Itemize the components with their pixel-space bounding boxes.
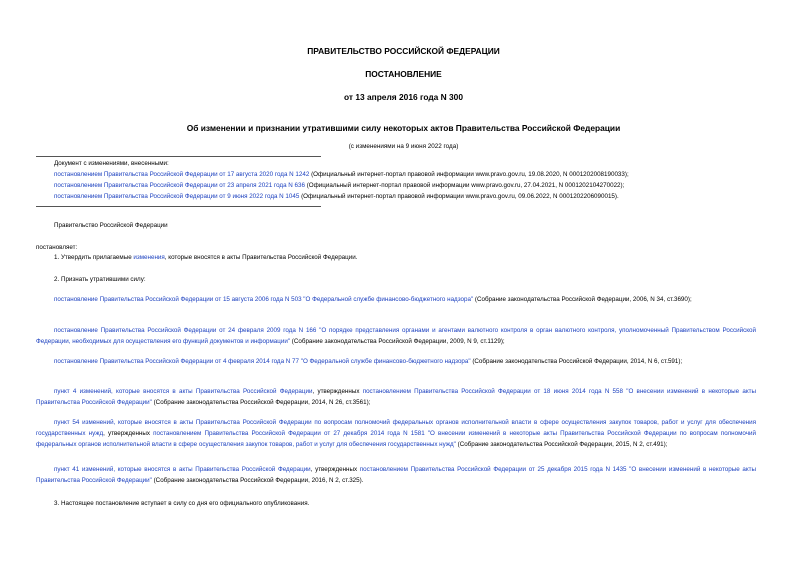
document-title: Об изменении и признании утратившими силу некоторых актов Правительства Российской Федерации	[186, 123, 621, 133]
amendment-item: постановлением Правительства Российской Федерации от 9 июня 2022 года N 1045 (Официальный интернет-портал правовой информации www.pravo.gov.ru, 09.06.2022, N 0001202206090015).	[54, 193, 619, 200]
paragraph-3: 3. Настоящее постановление вступает в силу со дня его официального опубликования.	[54, 500, 310, 507]
doc-type-heading: ПОСТАНОВЛЕНИЕ	[365, 69, 442, 79]
repealed-item: постановление Правительства Российской Федерации от 15 августа 2006 года N 503 "О Федеральной службе финансово-бюджетного надзора" (Собрание законодательства Российской Федерации, 2006, N 34, ст.3690);	[54, 296, 692, 303]
amendments-intro: Документ с изменениями, внесенными:	[54, 160, 169, 167]
act-link[interactable]: постановление Правительства Российской Федерации от 4 февраля 2014 года N 77 "О Федеральной службе финансово-бюджетного надзора"	[54, 358, 471, 365]
act-link[interactable]: постановление Правительства Российской Федерации от 24 февраля 2009 года N 166 "О порядке представления органами и агентами валютного контроля в орган валютного контроля, уполномоченный Правительством Российской Федерации, необходимых для осуществления его функций документов и информации"	[36, 327, 756, 345]
revision-note: (с изменениями на 9 июня 2022 года)	[348, 143, 459, 150]
bottom-divider	[36, 206, 321, 207]
top-divider	[36, 156, 321, 157]
amendment-item: постановлением Правительства Российской Федерации от 23 апреля 2021 года N 636 (Официальный интернет-портал правовой информации www.pravo.gov.ru, 27.04.2021, N 0001202104270022);	[54, 182, 625, 189]
repealed-item: пункт 54 изменений, которые вносятся в акты Правительства Российской Федерации по вопросам полномочий федеральных органов исполнительной власти в сфере осуществления закупок товаров, работ и услуг для обеспечения государственных нужд, утвержденных постановлением Правительства Российской Федерации от 27 декабря 2014 года N 1581 "О внесении изменений в некоторые акты Правительства Российской Федерации по вопросам полномочий федеральных органов исполнительной власти в сфере осуществления закупок товаров, работ и услуг для обеспечения государственных нужд" (Собрание законодательства Российской Федерации, 2015, N 2, ст.491);	[36, 419, 756, 448]
repealed-item: постановление Правительства Российской Федерации от 4 февраля 2014 года N 77 "О Федеральной службе финансово-бюджетного надзора" (Собрание законодательства Российской Федерации, 2014, N 6, ст.591);	[54, 358, 683, 365]
act-link[interactable]: постановлением Правительства Российской Федерации от 18 июня 2014 года N 558 "О внесении изменений в некоторые акты Правительства Российской Федерации"	[36, 388, 756, 406]
government-label: Правительство Российской Федерации	[54, 222, 168, 229]
amendment-item: постановлением Правительства Российской Федерации от 17 августа 2020 года N 1242 (Официальный интернет-портал правовой информации www.pravo.gov.ru, 19.08.2020, N 0001202008190033);	[54, 171, 629, 178]
act-link[interactable]: пункт 41 изменений, которые вносятся в акты Правительства Российской Федерации	[54, 466, 311, 473]
repealed-item: постановление Правительства Российской Федерации от 24 февраля 2009 года N 166 "О порядке представления органами и агентами валютного контроля в орган валютного контроля, уполномоченный Правительством Российской Федерации, необходимых для осуществления его функций документов и информации" (Собрание законодательства Российской Федерации, 2009, N 9, ст.1129);	[36, 327, 756, 345]
decrees-label: постановляет:	[36, 244, 78, 251]
act-link[interactable]: постановлением Правительства Российской Федерации от 25 декабря 2015 года N 1435 "О внесении изменений в некоторые акты Правительства Российской Федерации"	[36, 466, 757, 484]
paragraph-2: 2. Признать утратившими силу:	[54, 276, 146, 283]
act-link[interactable]: постановление Правительства Российской Федерации от 15 августа 2006 года N 503 "О Федеральной службе финансово-бюджетного надзора"	[54, 296, 474, 303]
repealed-item: пункт 4 изменений, которые вносятся в акты Правительства Российской Федерации, утвержденных постановлением Правительства Российской Федерации от 18 июня 2014 года N 558 "О внесении изменений в некоторые акты Правительства Российской Федерации" (Собрание законодательства Российской Федерации, 2014, N 26, ст.3561);	[36, 388, 756, 406]
act-link[interactable]: пункт 54 изменений, которые вносятся в акты Правительства Российской Федерации по вопросам полномочий федеральных органов исполнительной власти в сфере осуществления закупок товаров, работ и услуг для обеспечения государственных нужд	[36, 419, 756, 437]
amendment-link[interactable]: постановлением Правительства Российской Федерации от 23 апреля 2021 года N 636	[54, 182, 305, 189]
repealed-item: пункт 41 изменений, которые вносятся в акты Правительства Российской Федерации, утвержденных постановлением Правительства Российской Федерации от 25 декабря 2015 года N 1435 "О внесении изменений в некоторые акты Правительства Российской Федерации" (Собрание законодательства Российской Федерации, 2016, N 2, ст.325).	[36, 466, 757, 484]
changes-link[interactable]: изменения	[133, 254, 165, 261]
date-number: от 13 апреля 2016 года N 300	[344, 92, 463, 102]
act-link[interactable]: постановлением Правительства Российской Федерации от 27 декабря 2014 года N 1581 "О внесении изменений в некоторые акты Правительства Российской Федерации по вопросам полномочий федеральных органов исполнительной власти в сфере осуществления закупок товаров, работ и услуг для обеспечения государственных нужд"	[36, 430, 756, 448]
act-link[interactable]: пункт 4 изменений, которые вносятся в акты Правительства Российской Федерации	[54, 388, 313, 395]
paragraph-1: 1. Утвердить прилагаемые изменения, которые вносятся в акты Правительства Российской Федерации.	[54, 254, 358, 261]
amendment-link[interactable]: постановлением Правительства Российской Федерации от 17 августа 2020 года N 1242	[54, 171, 310, 178]
amendment-link[interactable]: постановлением Правительства Российской Федерации от 9 июня 2022 года N 1045	[54, 193, 300, 200]
org-heading: ПРАВИТЕЛЬСТВО РОССИЙСКОЙ ФЕДЕРАЦИИ	[307, 46, 500, 56]
